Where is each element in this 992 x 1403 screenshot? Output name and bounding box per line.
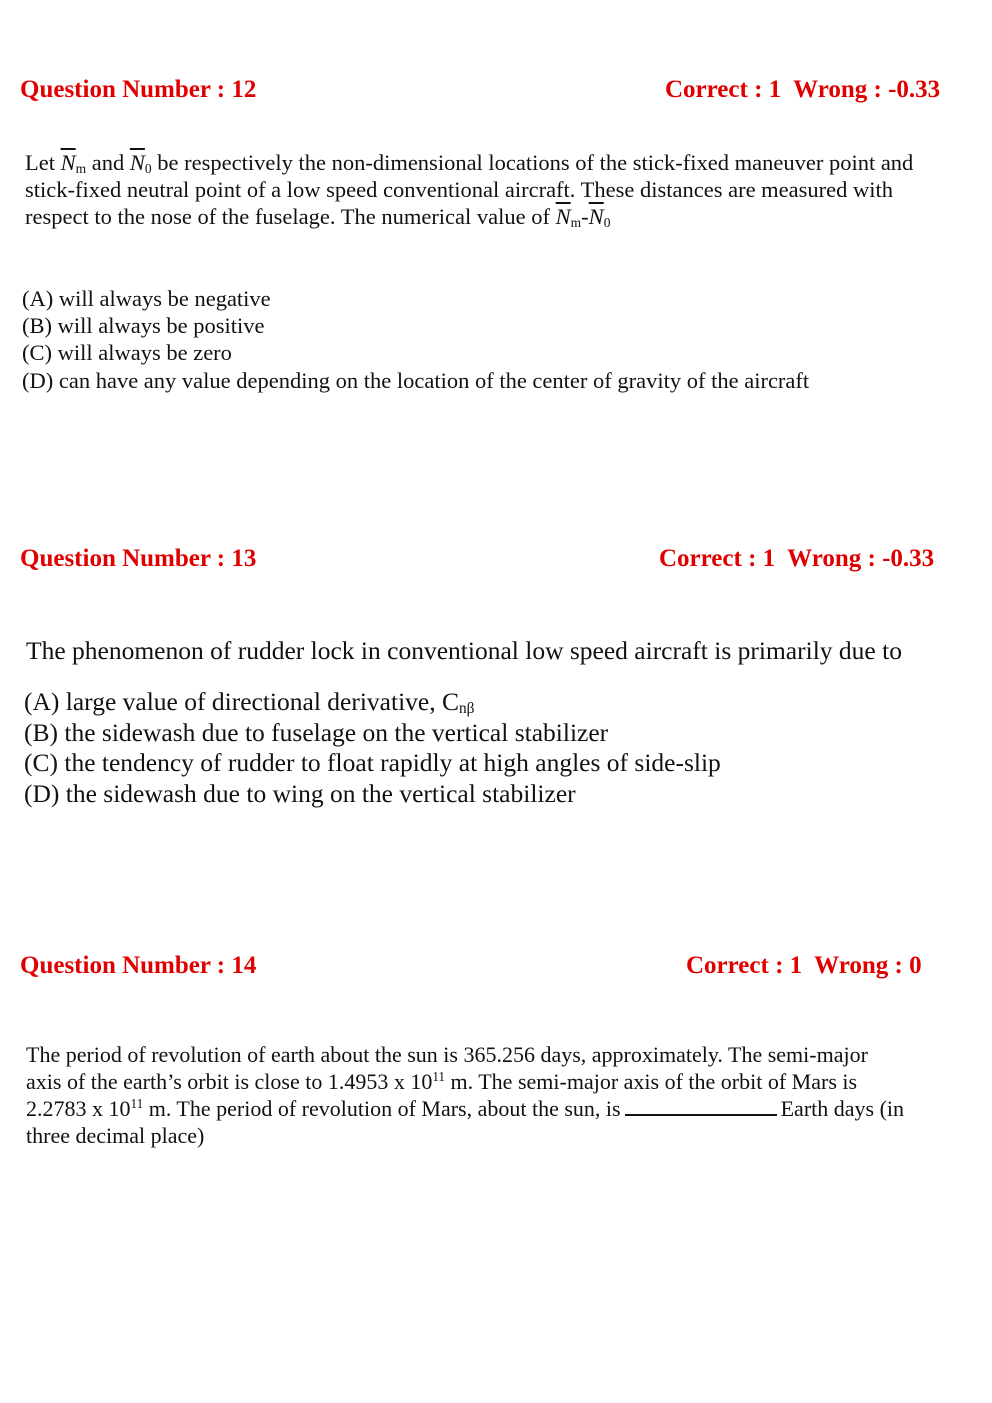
q13-option-c: (C) the tendency of rudder to float rapidly at high angles of side-slip (24, 748, 721, 777)
q14-stem-line-1: The period of revolution of earth about the sun is 365.256 days, approximately. The semi-major (26, 1042, 868, 1067)
q14-stem-line-4: three decimal place) (26, 1123, 205, 1148)
q13-option-d: (D) the sidewash due to wing on the vertical stabilizer (24, 779, 576, 808)
text: Earth days (in (780, 1096, 905, 1121)
text: respect to the nose of the fuselage. The numerical value of (25, 204, 556, 229)
q12-option-b: (B) will always be positive (22, 313, 265, 338)
subscript: nβ (458, 700, 475, 717)
n-bar-symbol: $\overline{N}$ (588, 204, 604, 229)
q12-stem-line-1 (25, 150, 913, 176)
q12-option-a: (A) will always be negative (22, 286, 271, 311)
n-bar-symbol: $\overline{N}$ (60, 150, 76, 175)
superscript: 11 (130, 1096, 144, 1111)
text: - (581, 204, 589, 229)
text: axis of the earth’s orbit is close to 1.4953 x 10 (26, 1069, 433, 1094)
question-number-12: Question Number : 12 (20, 76, 257, 103)
n-bar-symbol: $\overline{N}$ (555, 204, 571, 229)
text: and (86, 150, 130, 175)
q13-stem: The phenomenon of rudder lock in conventional low speed aircraft is primarily due to (26, 636, 902, 665)
text: be respectively the non-dimensional locations of the stick-fixed maneuver point and (157, 150, 914, 175)
q12-stem-line-2: stick-fixed neutral point of a low speed conventional aircraft. These distances are measured with (25, 177, 894, 202)
answer-blank (625, 1096, 777, 1116)
superscript: 11 (432, 1069, 446, 1084)
q12-stem-line-3 (25, 204, 610, 230)
subscript: 0 (603, 215, 611, 230)
marks-13: Correct : 1 Wrong : -0.33 (659, 545, 935, 572)
subscript: m (570, 215, 582, 230)
subscript: m (75, 161, 87, 176)
text: (A) large value of directional derivative, C (24, 687, 459, 716)
question-number-14: Question Number : 14 (20, 952, 257, 979)
marks-12: Correct : 1 Wrong : -0.33 (665, 76, 941, 103)
q13-option-b: (B) the sidewash due to fuselage on the vertical stabilizer (24, 718, 609, 747)
marks-14: Correct : 1 Wrong : 0 (686, 952, 922, 979)
q12-option-c: (C) will always be zero (22, 340, 232, 365)
q13-option-a (24, 687, 474, 717)
n-bar-symbol: $\overline{N}$ (129, 150, 145, 175)
question-number-13: Question Number : 13 (20, 545, 257, 572)
q14-stem-line-3 (26, 1096, 904, 1122)
text: m. The semi-major axis of the orbit of Mars is (445, 1069, 858, 1094)
q14-stem-line-2 (26, 1069, 857, 1095)
text: Let (25, 150, 61, 175)
text: m. The period of revolution of Mars, about the sun, is (143, 1096, 621, 1121)
text: 2.2783 x 10 (26, 1096, 131, 1121)
subscript: 0 (144, 161, 152, 176)
q12-option-d: (D) can have any value depending on the location of the center of gravity of the aircraft (22, 368, 810, 393)
